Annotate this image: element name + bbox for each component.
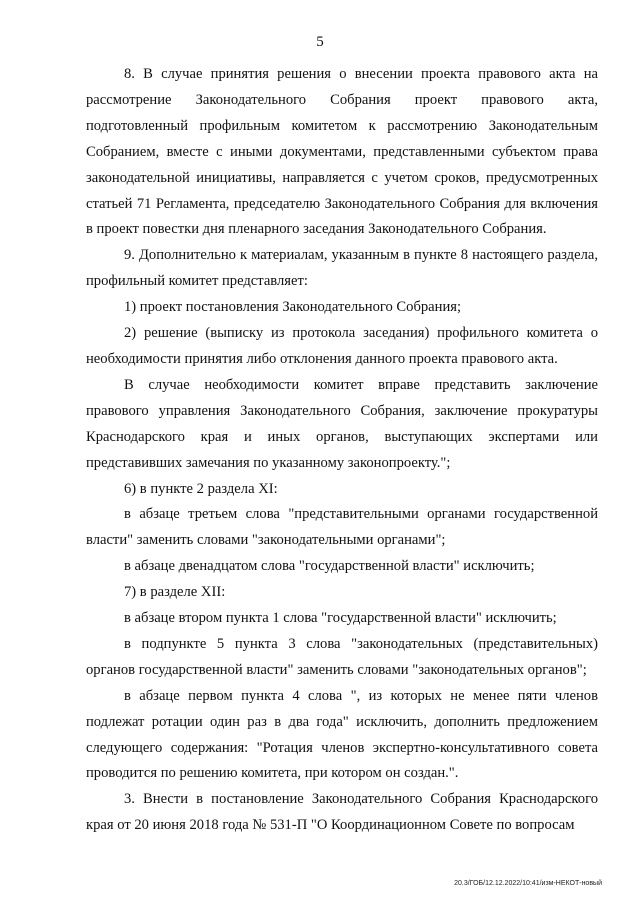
item-7: 7) в разделе XII: [124, 584, 226, 601]
paragraph-9: 9. Дополнительно к материалам, указанным в пункте 8 настоящего раздела, профильный комитет представляет: [86, 247, 598, 290]
footer-docref: 20.3/ГОБ/12.12.2022/10:41/изм-НЕКОТ-новый [454, 880, 602, 887]
page-number: 5 [316, 34, 324, 50]
paragraph-necessity: В случае необходимости комитет вправе представить заключение правового управления Законодательного Собрания, заключение прокуратуры Краснодарского края и иных органов, выступающих экспертами или представивших замечания по указанному законопроекту."; [86, 376, 598, 471]
list-item-1: 1) проект постановления Законодательного Собрания; [124, 299, 462, 316]
item-7-point-4: в абзаце первом пункта 4 слова ", из которых не менее пяти членов подлежат ротации один раз в два года" исключить, дополнить предложением следующего содержания: "Ротация членов экспертно-консультативного совета проводится по решению комитета, при котором он создан.". [86, 687, 598, 782]
item-7-subpoint-5: в подпункте 5 пункта 3 слова "законодательных (представительных) органов государственной власти" заменить словами "законодательных органов"; [86, 635, 598, 678]
item-6-abzac-3: в абзаце третьем слова "представительными органами государственной власти" заменить словами "законодательными органами"; [86, 506, 598, 549]
item-7-abzac-2: в абзаце втором пункта 1 слова "государственной власти" исключить; [124, 610, 557, 627]
document-body [86, 62, 598, 839]
list-item-2: 2) решение (выписку из протокола заседания) профильного комитета о необходимости принятия либо отклонения данного проекта правового акта. [86, 325, 598, 367]
item-6: 6) в пункте 2 раздела XI: [124, 480, 278, 497]
paragraph-8: 8. В случае принятия решения о внесении проекта правового акта на рассмотрение Законодательного Собрания проект правового акта, подготовленный профильным комитетом к рассмотрению Законодательным Собранием, вместе с иными документами, представленными субъектом права законодательной инициативы, направляется с учетом сроков, предусмотренных статьей 71 Регламента, председателю Законодательного Собрания для включения в проект повестки дня пленарного заседания Законодательного Собрания. [86, 66, 598, 238]
section-3: 3. Внести в постановление Законодательного Собрания Краснодарского края от 20 июня 2018 года № 531-П "О Координационном Совете по вопросам [86, 791, 598, 834]
item-6-abzac-12: в абзаце двенадцатом слова "государственной власти" исключить; [124, 558, 535, 575]
